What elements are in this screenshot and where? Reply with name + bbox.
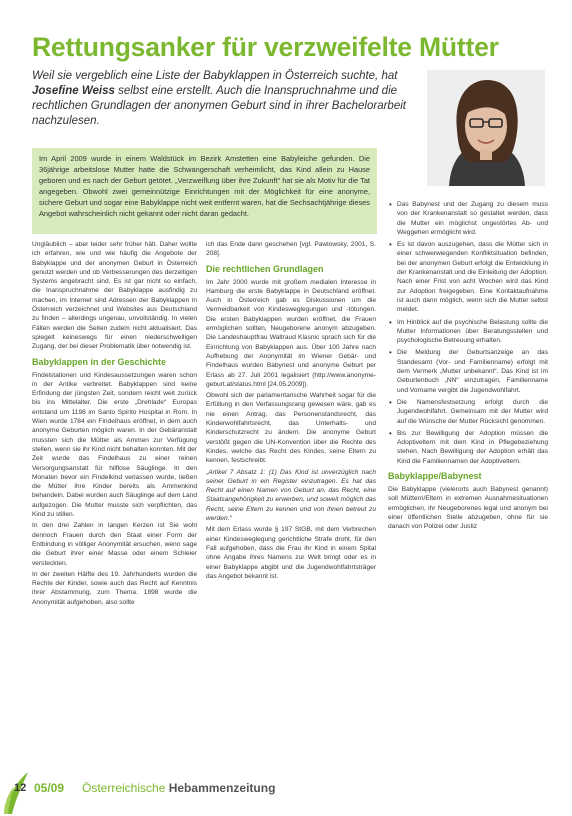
author-portrait	[427, 70, 545, 186]
col3-paragraph-1: Die Babyklappe (vielerorts auch Babynest genannt) soll Müttern/Eltern in extremen Ausnahmesituationen ermöglichen, ihr Neugeborenes legal und anonym bei einer öffentlichen Stelle abzugeben, ohne für sie danach von Polizei oder Justiz	[388, 486, 548, 531]
article-lede	[32, 69, 412, 129]
col1-paragraph-3: In den drei Zahlen in langen Kerzen ist Sie wohl dennoch Frauen durch den Staat einer Form der Entbindung in völliger Anonymität ersuchen, wenn sage die Geburt ihrer einer Masse oder einem Schleier versteckten.	[32, 522, 197, 567]
col2-paragraph-3: Obwohl sich der parlamentarische Wahrheit sogar für die Erfüllung in den Verfassungsrang gewesen wäre, gab es nie einen Antrag, das Personenstandsrecht, das Kinderwohlfahrtsrecht, das Unterhalts- und Kinderschutzrecht zu ändern. Die anonyme Geburt verstößt gegen die UN-Konvention über die Rechte des Kindes, welche das Recht des Kindes, seine Eltern zu kennen, festschreibt.	[206, 392, 376, 465]
list-item: • Bis zur Bewilligung der Adoption müssen die Adoptiveltern mit dem Kind in Pflegebeziehung stehen. Nach Bewilligung der Adoption erhält das Kind die Familiennamen der Adoptiveltern.	[388, 429, 548, 466]
col1-heading-history: Babyklappen in der Geschichte	[32, 356, 167, 367]
col2-heading-legal: Die rechtlichen Grundlagen	[206, 263, 324, 274]
list-item: • Die Meldung der Geburtsanzeige an das Standesamt (Vor- und Familienname) erfolgt mit dem Vermerk „Mutter unbekannt“. Das Kind ist im Geburtenbuch „NN“ einzutragen, Familienname und Vorname vergibt die Jugendwohlfahrt.	[388, 348, 548, 394]
column-3	[388, 200, 548, 790]
list-item: • Es ist davon auszugehen, dass die Mütter sich in einer schwerwiegenden Konfliktsituation befinden, bei der anonymen Geburt erfolgt die Entwicklung in der Krankenanstalt und die Einleitung der Adoption. Nach einer Frist von acht Wochen wird das Kind zur Adoption freigegeben. Eine Kontaktaufnahme ist auch dann möglich, wenn sich die Mutter selbst meldet.	[388, 240, 548, 314]
journal-title: Hebammenzeitung	[168, 781, 276, 795]
author-name: Josefine Weiss	[32, 85, 115, 97]
issue-number: 05/09	[34, 781, 65, 795]
lede-text-after: selbst eine erstellt. Auch die Inanspruchnahme und die rechtlichen Grundlagen der anonymen Geburt sind in ihrer Bachelorarbeit nachzulesen.	[32, 85, 406, 127]
journal-prefix: Österreichische	[82, 781, 166, 795]
col1-paragraph-1: Ungläublich – aber leider sehr früher hält. Daher wollte ich erfahren, wie und wie häufig die Angebote der Babyklappe und der anonymen Geburt in Österreich genutzt werden und ob Verbesserungen des derzeitigen Systems angebracht sind. Es ist gar nicht so einfach, die Inanspruchnahme der Babyklappe ausfindig zu machen, im Internet sind Adressen der Babyklappen in Österreich verzeichnet und Websites aus Deutschland zu finden – allerdings ungenau, unvollständig. In vielen Fällen werden die Seiten zudem nicht aktualisiert. Das spiegelt keineswegs für einen niederschwelligen Zugang, der bei dieser Problematik über notwendig ist.	[32, 241, 197, 351]
col1-paragraph-2: Findelstationen und Kindesaussetzungen waren schon in der Antike verbreitet. Babyklappen sind keine Erfindung der jüngsten Zeit, sondern reicht weit zurück bis ins Mittelalter. Die erste „Drehlade“ Europas entstand um 1198 im Santo Spirito Hospital in Rom. In Wien wurde 1784 ein Findelhaus eröffnet, in dem auch anonyme Geburten möglich waren. In der Gebäranstalt mussten sich die Mütter als Ammen zur Verfügung stellen, wenn sie ihr Kind nicht behalten konnten. Mit der Zeit wurde das Findelhaus zu einer reinen Versorgungsanstalt für hilflose Säuglinge. In den Monaten bevor ein Findelkind verlassen wurde, ließen die Mütter ihre Kinder bereits als Ammenkind behandeln. Dabei wurden auch Säuglinge auf dem Land aufgezogen. Die Mutter musste sich verpflichten, das Kind zu stillen.	[32, 371, 197, 519]
intro-box	[32, 148, 377, 234]
col2-quote	[206, 468, 376, 524]
column-2	[206, 240, 376, 785]
col2-paragraph-4: Mit dem Erlass wurde § 197 StGB, mit dem Verbrechen einer Kindesweglegung gerichtliche Strafe droht, für den Fall aufgehoben, dass die Frau ihr Kind in einem Spital ohne Angabe ihres Namens zur Welt bringt oder es in einer Babyklappe abgibt und die Jugendwohlfahrtsträger das Angebot bekannt ist.	[206, 526, 376, 580]
page-footer	[0, 770, 572, 816]
list-item: • Das Babynest und der Zugang zu diesem muss von der Krankenanstalt so gestaltet werden, dass die Mutter ein möglichst ungestörtes Ab- und Weggehen ermöglicht wird.	[388, 200, 548, 237]
list-item: • Die Namensfestsetzung erfolgt durch die Jugendwohlfahrt. Gemeinsam mit der Mutter wird auf die Wünsche der Mutter Rücksicht genommen.	[388, 398, 548, 426]
intro-text: Im April 2009 wurde in einem Waldstück im Bezirk Amstetten eine Babyleiche gefunden. Die 36jährige arbeitslose Mutter hatte die Schwangerschaft verheimlicht, das Kind allein zu Hause geboren und es nach der Geburt getötet. „Verzweiflung über ihre Zukunft“ hat sie als Motiv für die Tat angegeben. Obwohl zwei gemeinnützige Einrichtungen mit der Möglichkeit für eine anonyme, sichere Geburt und sogar eine Babyklappe nicht weit entfernt waren, hat die Sechsachtjährige dieses Angebot wahrscheinlich nicht gekannt oder nicht daran gedacht.	[39, 154, 370, 218]
page-number: 12	[14, 782, 27, 794]
article-title: Rettungsanker für verzweifelte Mütter	[32, 32, 499, 62]
col2-paragraph-2: Im Jahr 2000 wurde mit großem medialen Interesse in Hamburg die erste Babyklappe in Deutschland eröffnet. Auch in Österreich gab es Diskussionen um die Vermeidbarkeit von Kindesweglegungen und -tötungen. Die ersten Babyklappen wurden eröffnet, die Frauen ermöglichen sollten, Neugeborene anonym abzugeben. Die Landeshauptfrau Waltraud Klasnic sprach sich für die Einrichtung von Babyklappen aus. Über 100 Jahre nach Aufhebung der Anonymität im Wiener Gebär- und Findelhaus wurden Babynest und anonyme Geburt per Erlass ab 27. Juli 2001 legalisiert (http://www.anonyme-geburt.at/status.html [24.05.2009]).	[206, 278, 376, 388]
portrait-photo-icon	[427, 70, 545, 186]
col2-paragraph-1: ich das Ende dann geschehen [vgl. Pawlowsky, 2001, S. 208].	[206, 241, 376, 258]
column-1	[32, 240, 197, 785]
list-item: • Im Hinblick auf die psychische Belastung sollte die Mutter Informationen über Beratungsstellen und psychologische Betreuung erhalten.	[388, 318, 548, 346]
col3-heading-babyklappe: Babyklappe/Babynest	[388, 471, 482, 482]
requirements-list	[388, 200, 548, 466]
lede-text-before: Weil sie vergeblich eine Liste der Babyklappen in Österreich suchte, hat	[32, 70, 398, 82]
journal-name	[82, 781, 275, 795]
col1-paragraph-4: In der zweiten Hälfte des 19. Jahrhunderts wurden die Rechte der Kinder, sowie auch das Recht auf Kenntnis ihrer Abstammung, zum Thema. 1898 wurde die Anonymität aufgehoben, also sollte	[32, 570, 197, 606]
col2-quote-text: „Artikel 7 Absatz 1: (1) Das Kind ist unverzüglich nach seiner Geburt in ein Register einzutragen. Es hat das Recht auf einen Namen von Geburt an, das Recht, eine Staatsangehörigkeit zu erwerben, und soweit möglich das Recht, seine Eltern zu kennen und von ihnen betreut zu werden.“	[206, 468, 376, 523]
